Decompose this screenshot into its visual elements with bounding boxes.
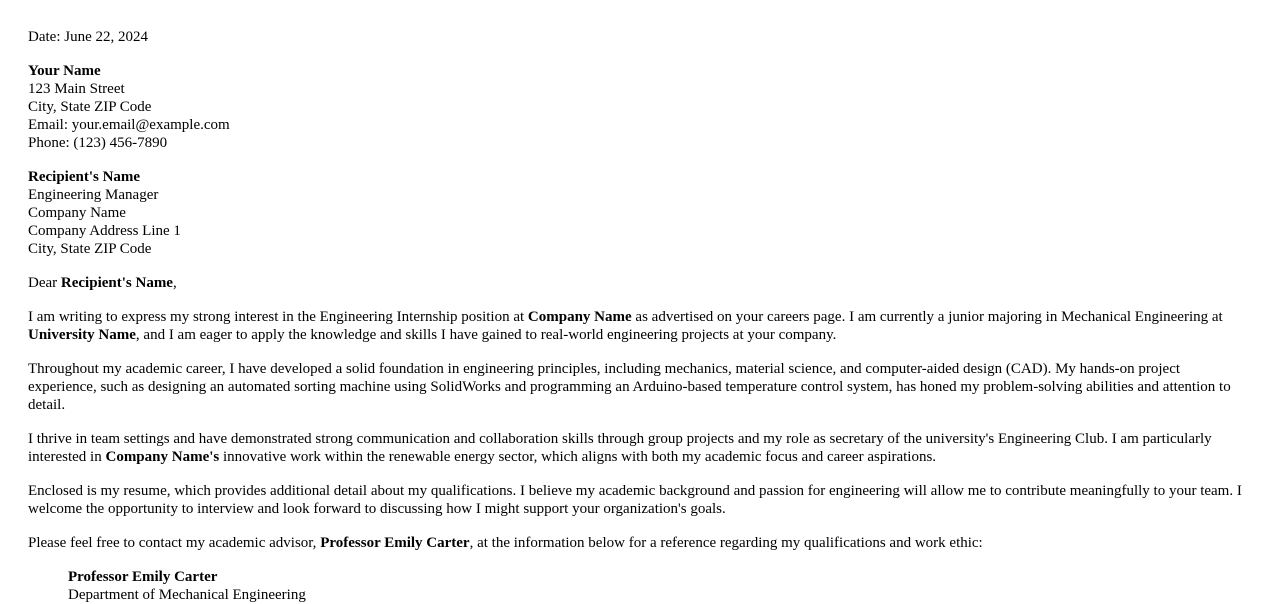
reference-contact-block: [68, 568, 1250, 604]
teamwork-text-b: innovative work within the renewable energy sector, which aligns with both my academic focus and career aspirations.: [219, 449, 937, 465]
paragraph-reference-intro: [28, 534, 1250, 552]
paragraph-teamwork: [28, 430, 1250, 466]
sender-address-block: [28, 62, 1250, 152]
recipient-name: Recipient's Name: [28, 169, 141, 185]
reference-department: Department of Mechanical Engineering: [68, 587, 306, 603]
reference-intro-advisor: Professor Emily Carter: [320, 535, 470, 551]
paragraph-experience: Throughout my academic career, I have developed a solid foundation in engineering principles, including mechanics, material science, and computer-aided design (CAD). My hands-on project experience, such as designing an automated sorting machine using SolidWorks and programming an Arduino-based temperature control system, has honed my problem-solving abilities and attention to detail.: [28, 361, 1231, 413]
salutation: [28, 274, 1250, 292]
teamwork-text-a: I thrive in team settings and have demonstrated strong communication and collaboration skills through group projects and my role as secretary of the university's Engineering Club. I am particularly interested in: [28, 431, 1212, 465]
paragraph-intro: [28, 308, 1250, 344]
reference-intro-text-b: , at the information below for a reference regarding my qualifications and work ethic:: [469, 535, 983, 551]
intro-text-b: as advertised on your careers page. I am currently a junior majoring in Mechanical Engineering at: [631, 309, 1223, 325]
recipient-address-block: [28, 168, 1250, 258]
salutation-prefix: Dear: [28, 275, 61, 291]
recipient-title: Engineering Manager: [28, 187, 159, 203]
sender-city: City, State ZIP Code: [28, 99, 152, 115]
recipient-company: Company Name: [28, 205, 126, 221]
sender-email: Email: your.email@example.com: [28, 117, 230, 133]
recipient-city: City, State ZIP Code: [28, 241, 152, 257]
reference-intro-text-a: Please feel free to contact my academic advisor,: [28, 535, 321, 551]
salutation-suffix: ,: [172, 275, 177, 291]
intro-text-c: , and I am eager to apply the knowledge and skills I have gained to real-world engineering projects at your company.: [135, 327, 837, 343]
sender-phone: Phone: (123) 456-7890: [28, 135, 168, 151]
letter-date: Date: June 22, 2024: [28, 29, 148, 45]
salutation-name: Recipient's Name: [60, 275, 173, 291]
sender-name: Your Name: [28, 63, 101, 79]
intro-university: University Name: [28, 327, 136, 343]
teamwork-company: Company Name's: [105, 449, 220, 465]
paragraph-enclosure: Enclosed is my resume, which provides additional detail about my qualifications. I believe my academic background and passion for engineering will allow me to contribute meaningfully to your team. I welcome the opportunity to interview and look forward to discussing how I might support your organization's goals.: [28, 483, 1242, 517]
reference-name: Professor Emily Carter: [68, 569, 218, 585]
intro-text-a: I am writing to express my strong interest in the Engineering Internship position at: [28, 309, 528, 325]
intro-company: Company Name: [527, 309, 632, 325]
recipient-address: Company Address Line 1: [28, 223, 181, 239]
sender-street: 123 Main Street: [28, 81, 125, 97]
